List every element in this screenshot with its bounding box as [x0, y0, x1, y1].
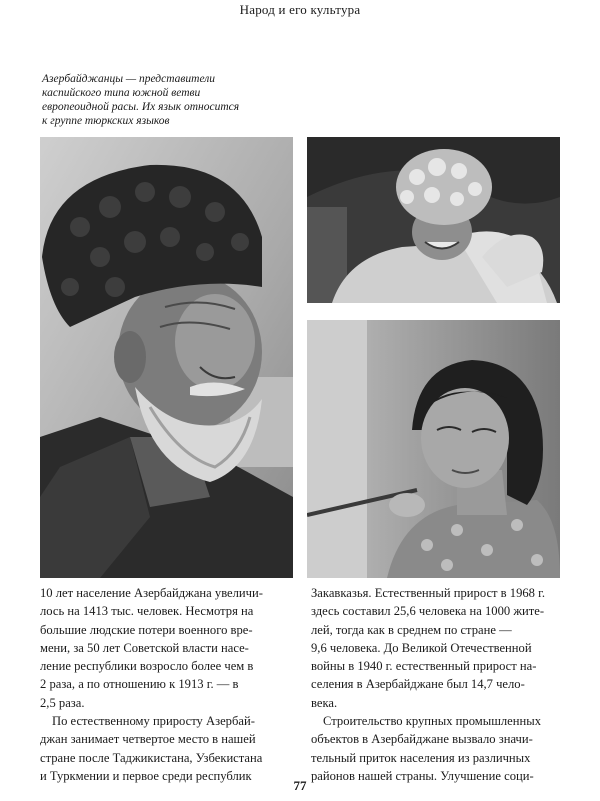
text-line: и Туркмении и первое среди республик: [40, 768, 252, 783]
caption-line: европеоидной расы. Их язык относится: [42, 101, 240, 113]
text-line: тельный приток населения из различных: [311, 750, 531, 765]
text-line: 2 раза, а по отношению к 1913 г. — в: [40, 677, 239, 692]
text-line: 2,5 раза.: [40, 695, 85, 710]
text-line: районов нашей страны. Улучшение соци-: [311, 768, 534, 783]
caption-line: каспийского типа южной ветви: [42, 87, 201, 99]
text-line: селения в Азербайджане был 14,7 чело-: [311, 677, 525, 692]
page-number: 77: [293, 778, 307, 793]
photo-boy-fur-hat-image: [307, 137, 560, 303]
text-line: По естественному приросту Азербай-: [52, 714, 255, 729]
text-line: джан занимает четвертое место в нашей: [40, 732, 256, 747]
photo-young-woman-image: [307, 320, 560, 578]
text-line: Строительство крупных промышленных: [323, 714, 542, 729]
text-line: лось на 1413 тыс. человек. Несмотря на: [40, 604, 254, 619]
text-line: здесь составил 25,6 человека на 1000 жите-: [311, 604, 545, 619]
body-text-left-column: [40, 584, 296, 785]
caption-line: Азербайджанцы — представители: [42, 73, 216, 85]
photo-young-woman: [307, 320, 560, 578]
photo-caption: [42, 72, 272, 128]
text-line: 9,6 человека. До Великой Отечественной: [311, 640, 532, 655]
text-line: войны в 1940 г. естественный прирост на-: [311, 659, 537, 674]
text-line: лей, тогда как в среднем по стране —: [311, 622, 512, 637]
body-text-right-column: [311, 584, 563, 785]
text-line: Закавказья. Естественный прирост в 1968 г.: [311, 586, 546, 600]
caption-line: к группе тюркских языков: [42, 115, 170, 127]
photo-boy-fur-hat: [307, 137, 560, 303]
text-line: ление республики возросло более чем в: [40, 659, 254, 674]
text-line: большие людские потери военного вре-: [40, 622, 253, 637]
text-line: объектов в Азербайджане вызвало значи-: [311, 732, 533, 747]
text-line: мени, за 50 лет Советской власти насе-: [40, 640, 249, 655]
text-line: века.: [311, 695, 338, 710]
text-line: 10 лет население Азербайджана увеличи-: [40, 586, 263, 600]
text-line: стране после Таджикистана, Узбекистана: [40, 750, 263, 765]
photo-elderly-man-image: [40, 137, 293, 578]
running-header: Народ и его культура: [239, 2, 361, 17]
photo-elderly-man: [40, 137, 293, 578]
